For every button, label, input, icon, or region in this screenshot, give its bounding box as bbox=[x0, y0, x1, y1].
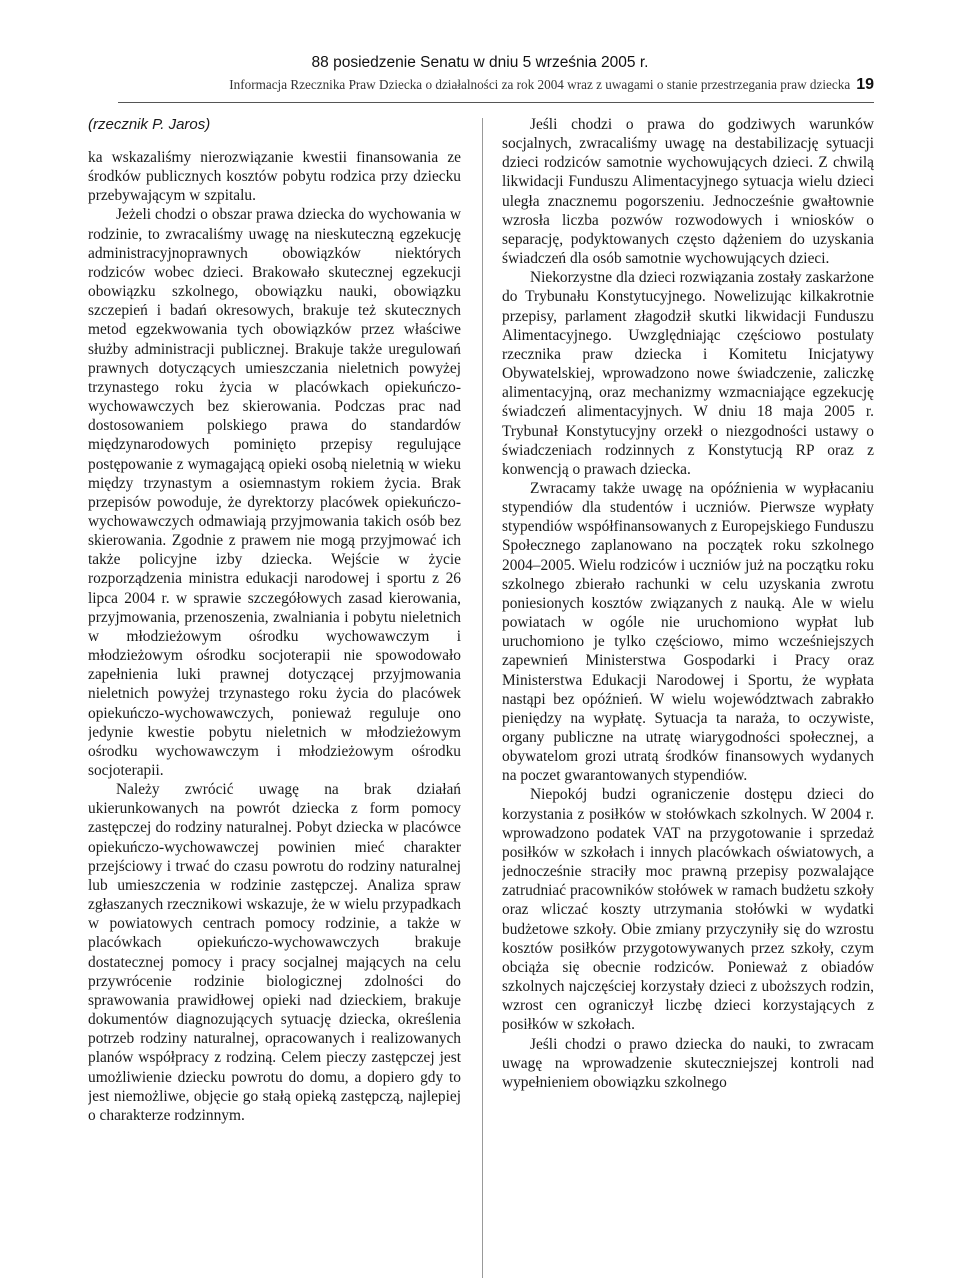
header-rule bbox=[118, 102, 874, 103]
column-divider bbox=[482, 118, 483, 1278]
right-column bbox=[502, 115, 874, 1281]
page-number: 19 bbox=[856, 76, 874, 93]
running-title bbox=[118, 76, 874, 94]
paragraph: Jeżeli chodzi o obszar prawa dziecka do wychowania w rodzinie, to zwracaliśmy uwagę na nieskuteczną egzekucję administracyjnoprawnych obowiązków niektórych rodziców wobec dzieci. Brakowało skutecznej egzekucji obowiązku szkolnego, obowiązku nauki, obowiązku szczepień i badań okresowych, brakuje też skutecznych metod egzekwowania tych obowiązków przez właściwe służby administracji publicznej. Brakuje także uregulowań prawnych dotyczących umieszczania nieletnich powyżej trzynastego roku życia w placówkach opiekuńczo-wychowawczych bez skierowania. Podczas prac nad dostosowaniem polskiego prawa do standardów międzynarodowych pominięto przepisy regulujące postępowanie z wymagającą opieki osobą nieletnią w wieku między trzynastym a osiemnastym rokiem życia. Brak przepisów powoduje, że dyrektorzy placówek opiekuńczo-wychowawczych odmawiają przyjmowania takich osób bez skierowania. Zgodnie z prawem nie mogą przyjmować ich także policyjne izby dziecka. Wejście w życie rozporządzenia ministra edukacji narodowej i sportu z 26 lipca 2004 r. w sprawie szczegółowych zasad kierowania, przyjmowania, przenoszenia, zwalniania i pobytu nieletnich w młodzieżowym ośrodku wychowawczym i młodzieżowym ośrodku socjoterapii nie spowodowało zapełnienia luki prawnej dotyczącej przyjmowania nieletnich powyżej trzynastego roku życia do placówek opiekuńczo-wychowawczych, ponieważ reguluje ono jedynie kwestie pobytu nieletnich w młodzieżowym ośrodku wychowawczym i młodzieżowym ośrodku socjoterapii. bbox=[88, 206, 461, 779]
paragraph: Niekorzystne dla dzieci rozwiązania zostały zaskarżone do Trybunału Konstytucyjnego. Nowelizując kilkakrotnie przepisy, parlament złagodził skutki likwidacji Funduszu Alimentacyjnego. Uwzględniając częściowo postulaty rzecznika praw dziecka i Komitetu Inicjatywy Obywatelskiej, wprowadzono nowe świadczenie, zaliczkę alimentacyjną, oraz mechanizmy wzmacniające egzekucję świadczeń alimentacyjnych. W dniu 18 maja 2005 r. Trybunał Konstytucyjny orzekł o niezgodności ustawy o świadczeniach rodzinnych z Konstytucją RP oraz z konwencją o prawach dziecka. bbox=[502, 269, 874, 478]
paragraph: ka wskazaliśmy nierozwiązanie kwestii finansowania ze środków publicznych kosztów pobytu rodzica przy dziecku przebywającym w szpitalu. bbox=[88, 149, 461, 205]
session-title: 88 posiedzenie Senatu w dniu 5 września 2005 r. bbox=[311, 54, 649, 71]
running-title-text: Informacja Rzecznika Praw Dziecka o działalności za rok 2004 wraz z uwagami o stanie przestrzegania praw dziecka bbox=[229, 77, 851, 92]
paragraph: Niepokój budzi ograniczenie dostępu dzieci do korzystania z posiłków w stołówkach szkolnych. W 2004 r. wprowadzono podatek VAT na przygotowanie i sprzedaż posiłków w szkołach i innych placówkach oświatowych, a jednocześnie straciły moc prawną przepisy pozwalające zatrudniać pracowników stołówek w ramach budżetu szkoły oraz wliczać koszty utrzymania stołówki w wydatki budżetowe szkoły. Obie zmiany przyczyniły się do wzrostu kosztów posiłków przygotowywanych przez szkoły, czym obciąża się obecnie rodziców. Ponieważ z obiadów szkolnych najczęściej korzystały dzieci z uboższych rodzin, wzrost cen ograniczył liczbę dzieci korzystających z posiłków w szkołach. bbox=[502, 786, 874, 1034]
page-header bbox=[0, 0, 960, 110]
speaker-label: (rzecznik P. Jaros) bbox=[88, 116, 211, 133]
paragraph: Jeśli chodzi o prawa do godziwych warunków socjalnych, zwracaliśmy uwagę na destabilizację sytuacji dzieci rodziców samotnie wychowujących dzieci. Z chwilą likwidacji Funduszu Alimentacyjnego sytuacja wielu dzieci uległa znacznemu pogorszeniu. Jednocześnie gwałtownie wzrosła liczba pozwów rozwodowych i wniosków o separację, podyktowanych często dążeniem do uzyskania świadczeń dla osób samotnie wychowujących dzieci. bbox=[502, 116, 874, 268]
paragraph: Jeśli chodzi o prawo dziecka do nauki, to zwracam uwagę na wprowadzenie skuteczniejszej kontroli nad wypełnieniem obowiązku szkolnego bbox=[502, 1035, 874, 1091]
paragraph: Należy zwrócić uwagę na brak działań ukierunkowanych na powrót dziecka z form pomocy zastępczej do rodziny naturalnej. Pobyt dziecka w placówce opiekuńczo-wychowawczej powinien mieć charakter przejściowy i trwać do czasu powrotu do rodziny naturalnej lub umieszczenia w rodzinie zastępczej. Analiza spraw zgłaszanych rzecznikowi wskazuje, że w wielu przypadkach w powiatowych centrach pomocy rodzinie, a także w placówkach opiekuńczo-wychowawczych brakuje dostatecznej pomocy i pracy socjalnej mających na celu przywrócenie rodzinie biologicznej zdolności do sprawowania prawidłowej opieki nad dzieckiem, brakuje dokumentów diagnozujących sytuację dziecka, określenia potrzeb rodziny naturalnej, opracowanych i realizowanych planów współpracy z rodziną. Celem pieczy zastępczej jest umożliwienie dziecku powrotu do domu, a dopiero gdy to jest niemożliwe, objęcie go stałą opieką zastępczą, najlepiej o charakterze rodzinnym. bbox=[88, 781, 461, 1124]
paragraph: Zwracamy także uwagę na opóźnienia w wypłacaniu stypendiów dla studentów i uczniów. Pierwsze wypłaty stypendiów współfinansowanych z Europejskiego Funduszu Społecznego zaplanowano na początek roku szkolnego 2004–2005. Wielu rodziców i uczniów już na początku roku szkolnego zbierało rachunki w celu uzyskania zwrotu poniesionych kosztów związanych z nauką. Ale w wielu powiatach w ogóle nie uruchomiono wypłat lub uruchomiono je tylko częściowo, mimo wcześniejszych zapewnień Ministerstwa Gospodarki i Pracy oraz Ministerstwa Edukacji Narodowej i Sportu, że wypłata nastąpi bez opóźnień. W wielu województwach zabrakło pieniędzy na wypłatę. Sytuacja ta naraża, to oczywiste, organy publiczne na utratę wiarygodności społecznej, a obywatelom grozi utratą środków finansowych wydanych na poczet gwarantowanych stypendiów. bbox=[502, 479, 874, 785]
left-column bbox=[88, 115, 461, 1281]
